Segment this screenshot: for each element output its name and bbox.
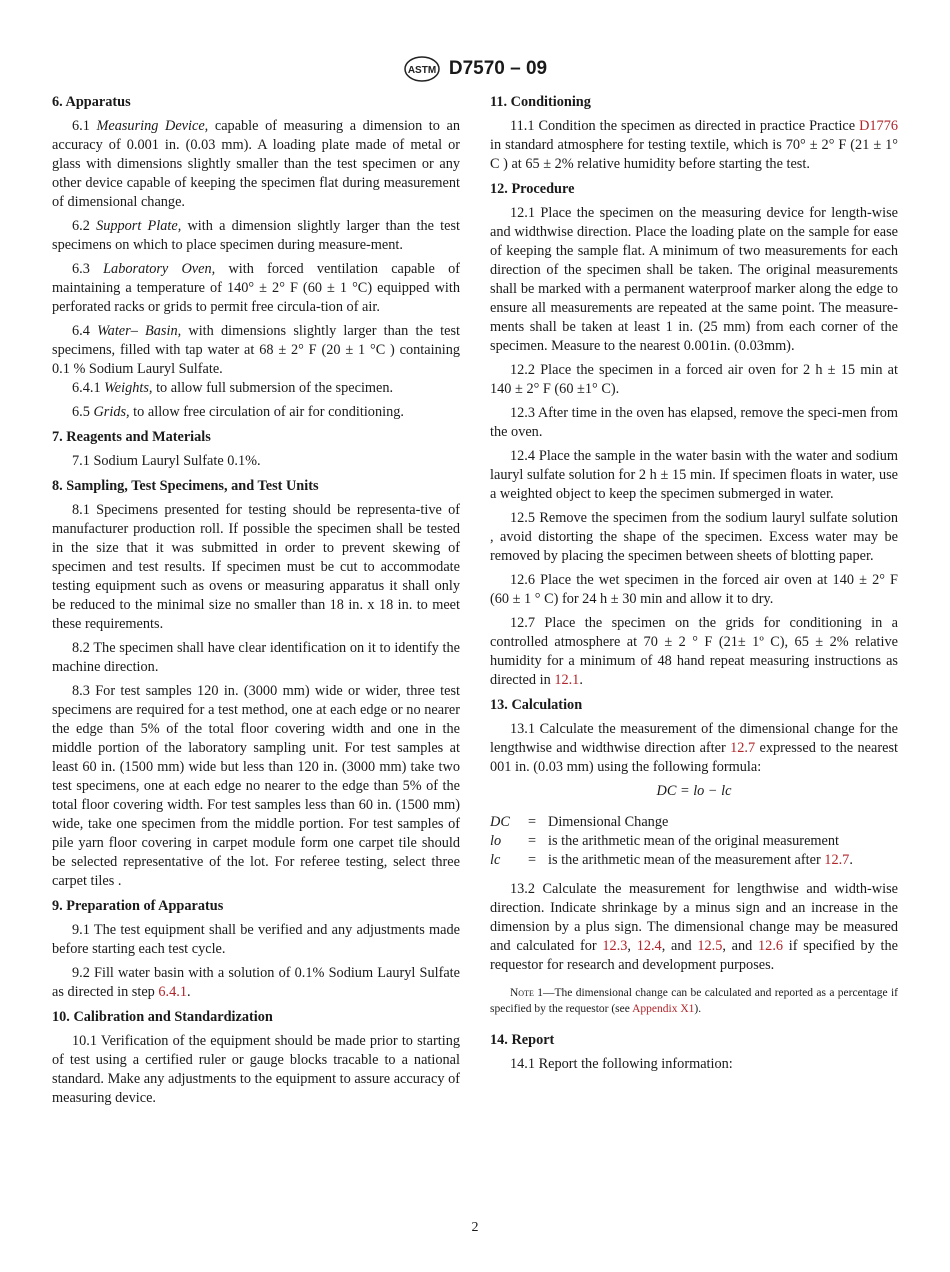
paragraph (52, 452, 460, 471)
text-run: 6.4.1 (72, 380, 105, 396)
paragraph (490, 571, 898, 609)
text-run: is the arithmetic mean of the original measurement (548, 833, 839, 849)
definition-symbol: DC (490, 814, 510, 830)
note-label: Note (510, 987, 534, 999)
paragraph (52, 501, 460, 634)
definition-text (548, 813, 853, 832)
text-run: in standard atmosphere for testing textile, which is 70° ± 2° F (21 ± 1° C ) at 65 ± 2% relative humidity before starting the test. (490, 137, 898, 172)
paragraph (490, 117, 898, 174)
text-run: if specified by the requestor for research and development purposes. (490, 938, 898, 973)
text-run: , and (722, 938, 759, 954)
text-run: with forced ventilation capable of maintaining a temperature of 140° ± 2° F (60 ± 1 °C) equipped with perforated racks or grids to permit free circula-tion of air. (52, 261, 460, 315)
text-run: with a dimension slightly larger than the test specimens on which to place specimen during measure-ment. (52, 218, 460, 253)
italic-term: Weights, (104, 380, 153, 396)
cross-reference-link[interactable]: 6.4.1 (158, 984, 187, 1000)
text-run: , (627, 938, 637, 954)
paragraph (52, 964, 460, 1002)
paragraph (490, 614, 898, 690)
text-run: Dimensional Change (548, 814, 669, 830)
section-heading: 13. Calculation (490, 697, 583, 713)
cross-reference-link[interactable]: 12.7 (824, 852, 850, 868)
section-heading: 8. Sampling, Test Specimens, and Test Units (52, 478, 319, 494)
text-run: . (849, 852, 853, 868)
text-run: 13.1 Calculate the measurement of the dimensional change for the lengthwise and widthwise direction after (490, 721, 898, 756)
paragraph (490, 447, 898, 504)
paragraph (490, 404, 898, 442)
text-run: 8.3 For test samples 120 in. (3000 mm) wide or wider, three test specimens are required for a test method, one at each edge or no nearer the edge than 5% of the total floor covering width and one in the middle portion of the laboratory sampling unit. For test samples at least 60 in. (1500 mm) wide but less than 120 in. (3000 mm) take two test specimens, one at each edge no nearer to the edge than 5% of the total floor covering width. For test samples less than 60 in. (1500 mm) wide, take one specimen from the middle portion. For test samples of pile yarn floor covering in carpet module form one carpet tile should be selected representative of the lot. For referee testing, select three carpet tiles . (52, 683, 460, 889)
text-run: 12.2 Place the specimen in a forced air oven for 2 h ± 15 min at 140 ± 2° F (60 ±1° C). (490, 362, 898, 397)
text-run: 6.2 (72, 218, 97, 234)
paragraph (52, 379, 460, 398)
text-run: . (187, 984, 191, 1000)
paragraph (52, 217, 460, 255)
text-run: 6.3 (72, 261, 104, 277)
left-column (52, 93, 460, 1113)
text-run: ). (694, 1003, 702, 1015)
paragraph (52, 403, 460, 422)
text-run: capable of measuring a dimension to an accuracy of 0.001 in. (0.03 mm). A loading plate made of metal or glass with dimensions slightly smaller than the test specimen or any other device capable of keeping the specimen flat during measurement of dimensional change. (52, 118, 461, 210)
definition-equals: = (528, 852, 537, 868)
definition-row (490, 851, 853, 870)
formula: DC = lo − lc (656, 783, 732, 799)
text-run: 8.2 The specimen shall have clear identification on it to identify the machine direction. (52, 640, 460, 675)
section-heading: 11. Conditioning (490, 94, 591, 110)
text-run: 12.1 Place the specimen on the measuring device for length-wise and widthwise direction. Place the loading plate on the sample for ease of keeping the sample flat. A minimum of two measurements for each direction of the specimen shall be taken. The original measurements shall be marked with a permanent waterproof marker along the edge to ensure all measurements are repeated at the same point. The measure-ments shall be taken at least 1 in. (25 mm) from each corner of the specimen. Measure to the nearest 0.001in. (0.03mm). (490, 205, 898, 354)
paragraph (490, 509, 898, 566)
paragraph (490, 720, 898, 777)
text-run: 11.1 Condition the specimen as directed in practice Practice (510, 118, 860, 134)
text-run: is the arithmetic mean of the measurement after (548, 852, 825, 868)
section-heading: 9. Preparation of Apparatus (52, 898, 224, 914)
text-run: to allow free circulation of air for conditioning. (129, 404, 404, 420)
section-heading: 6. Apparatus (52, 94, 131, 110)
text-run: . (579, 672, 583, 688)
cross-reference-link[interactable]: 12.6 (758, 938, 784, 954)
italic-term: Laboratory Oven, (103, 261, 216, 277)
definition-symbol: lc (490, 852, 501, 868)
definition-text (548, 832, 853, 851)
paragraph (490, 361, 898, 399)
italic-term: Measuring Device, (96, 118, 209, 134)
paragraph (52, 260, 460, 317)
document-designation: D7570 – 09 (448, 58, 548, 79)
text-run: 8.1 Specimens presented for testing should be representa-tive of manufacturer production roll. If possible the specimen shall be tested in the size that it was submitted in order to prevent skewing of specimen and test results. If specimen must be cut to accommodate testing equipment such as ovens or measuring apparatus it shall only be reduced to the minimal size no smaller than 18 in. x 18 in. to meet these requirements. (52, 502, 460, 632)
text-run: 6.1 (72, 118, 97, 134)
page-header (0, 56, 950, 82)
definition-symbol: lo (490, 833, 502, 849)
text-run: 7.1 Sodium Lauryl Sulfate 0.1%. (72, 453, 261, 469)
text-run: 14.1 Report the following information: (510, 1056, 733, 1072)
note (490, 985, 898, 1017)
section-heading: 12. Procedure (490, 181, 575, 197)
paragraph (52, 921, 460, 959)
text-run: with dimensions slightly larger than the test specimens, filled with tap water at 68 ± 2° F (20 ± 1 °C ) containing 0.1 % Sodium Lauryl Sulfate. (52, 323, 460, 377)
paragraph (490, 880, 898, 975)
definition-text (548, 851, 853, 870)
italic-term: Support Plate, (96, 218, 182, 234)
text-run: 6.5 (72, 404, 94, 420)
definitions-list (490, 813, 853, 870)
text-run: 12.6 Place the wet specimen in the forced air oven at 140 ± 2° F (60 ± 1 ° C) for 24 h ± 30 min and allow it to dry. (490, 572, 898, 607)
paragraph (52, 322, 460, 379)
cross-reference-link[interactable]: D1776 (859, 118, 898, 134)
definition-row (490, 832, 853, 851)
paragraph (52, 117, 460, 212)
astm-logo-icon (403, 56, 441, 82)
right-column (490, 93, 898, 1079)
paragraph (52, 1032, 460, 1108)
cross-reference-link[interactable]: 12.4 (636, 938, 662, 954)
paragraph (490, 204, 898, 356)
page-number: 2 (471, 1220, 479, 1235)
cross-reference-link[interactable]: 12.1 (554, 672, 580, 688)
text-run: 6.4 (72, 323, 98, 339)
text-run: 1—The dimensional change can be calculated and reported as a percentage if specified by the requestor (see (490, 987, 898, 1015)
text-run: 9.2 Fill water basin with a solution of 0.1% Sodium Lauryl Sulfate as directed in step (52, 965, 460, 1000)
text-run: 12.3 After time in the oven has elapsed, remove the speci-men from the oven. (490, 405, 898, 440)
text-run: 12.4 Place the sample in the water basin with the water and sodium lauryl sulfate solution for 2 h ± 15 min. If specimen floats in water, use a weighted object to keep the specimen submerged in water. (490, 448, 898, 502)
definition-row (490, 813, 853, 832)
cross-reference-link[interactable]: Appendix X1 (632, 1003, 695, 1015)
paragraph (52, 682, 460, 891)
svg-text:ASTM: ASTM (407, 65, 437, 76)
cross-reference-link[interactable]: 12.3 (602, 938, 628, 954)
section-heading: 14. Report (490, 1032, 555, 1048)
paragraph (52, 639, 460, 677)
section-heading: 7. Reagents and Materials (52, 429, 211, 445)
text-run: 10.1 Verification of the equipment should be made prior to starting of test using a certified ruler or gauge blocks tracable to a national standard. Make any adjustments to the equipment to assure accuracy of measuring device. (52, 1033, 460, 1106)
text-run: 13.2 Calculate the measurement for lengthwise and width-wise direction. Indicate shrinkage by a minus sign and an increase in the dimension by a plus sign. The dimensional change may be measured and calculated for (490, 881, 898, 954)
text-run: to allow full submersion of the specimen. (152, 380, 394, 396)
definition-equals: = (528, 833, 537, 849)
cross-reference-link[interactable]: 12.5 (697, 938, 723, 954)
text-run: 12.7 Place the specimen on the grids for conditioning in a controlled atmosphere at 70 ± 2 ° F (21± 1º C), 65 ± 2% relative humidity for a minimum of 48 hand repeat measuring instructions as directed in (490, 615, 898, 688)
text-run: , and (661, 938, 698, 954)
section-heading: 10. Calibration and Standardization (52, 1009, 273, 1025)
text-run: expressed to the nearest 001 in. (0.03 mm) using the following formula: (490, 740, 898, 775)
text-run: 12.5 Remove the specimen from the sodium lauryl sulfate solution , avoid distorting the shape of the specimen. Excess water may be removed by placing the specimen between sheets of blotting paper. (490, 510, 898, 564)
paragraph (490, 1055, 898, 1074)
text-run: 9.1 The test equipment shall be verified and any adjustments made before starting each test cycle. (52, 922, 460, 957)
italic-term: Water– Basin, (97, 323, 182, 339)
definition-equals: = (528, 814, 537, 830)
cross-reference-link[interactable]: 12.7 (730, 740, 756, 756)
italic-term: Grids, (93, 404, 130, 420)
